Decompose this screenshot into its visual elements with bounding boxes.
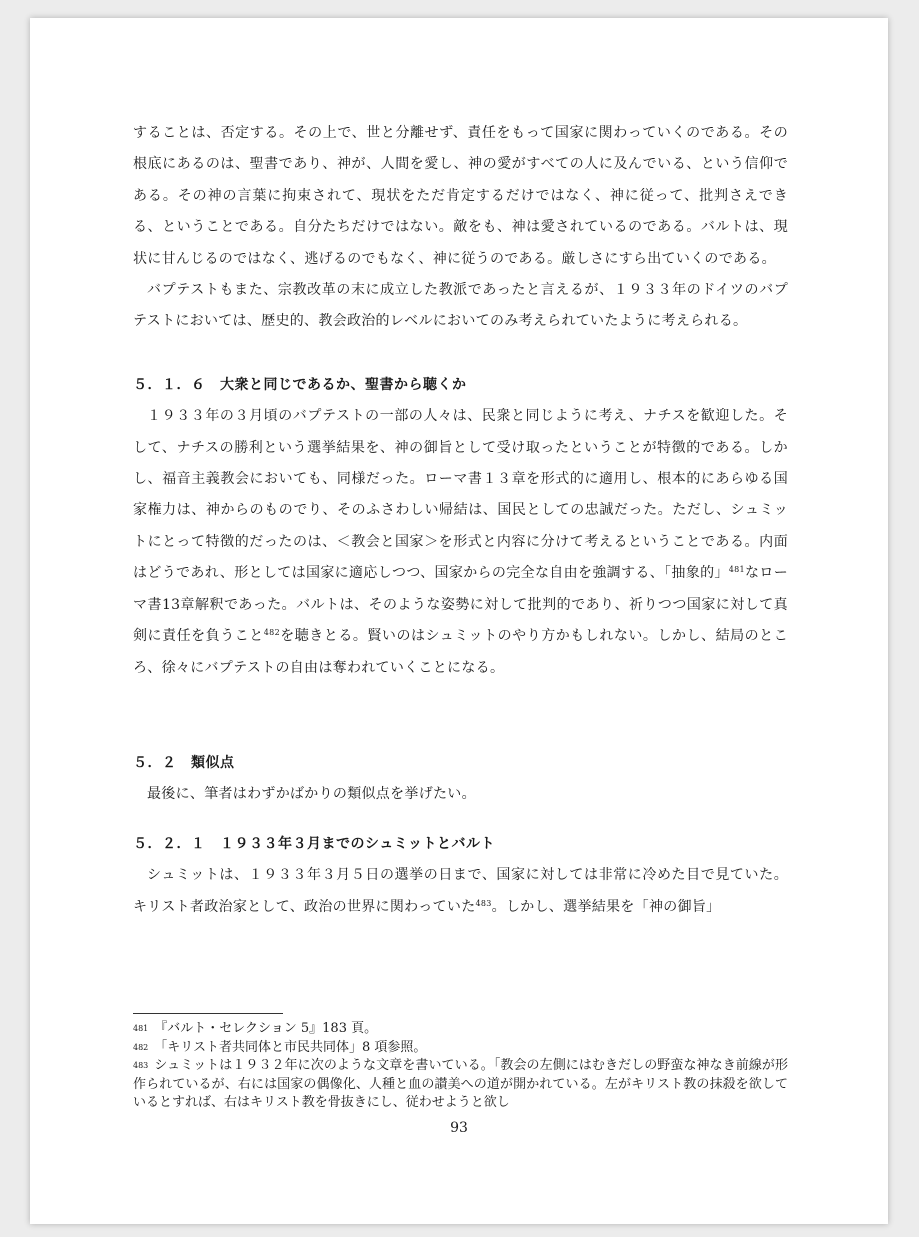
page-number: 93 bbox=[450, 1120, 468, 1136]
section-heading-5-2-1: ５．２．１ １９３３年３月までのシュミットとバルト bbox=[133, 835, 495, 852]
footnote-ref-481[interactable]: 481 bbox=[728, 565, 745, 575]
footnote-482: 482 「キリスト者共同体と市民共同体」8 項参照。 bbox=[133, 1039, 427, 1055]
footnote-481: 481 『バルト・セレクション 5』183 頁。 bbox=[133, 1021, 378, 1036]
footnote-divider bbox=[133, 1013, 283, 1014]
footnotes bbox=[133, 1013, 788, 1113]
section-heading-5-1-6: ５．１．６ 大衆と同じであるか、聖書から聴くか bbox=[133, 376, 467, 393]
paragraph-3: １９３３年の３月頃のバプテストの一部の人々は、民衆と同じように考え、ナチスを歓迎した。そして、ナチスの勝利という選挙結果を、神の御旨として受け取ったということが特徴的である。しかし、福音主義教会においても、同様だった。ローマ書１３章を形式的に適用し、根本的にあらゆる国家権力は、神からのものでり、そのふさわしい帰結は、国民としての忠誠だった。ただし、シュミットにとって特徴的だったのは、＜教会と国家＞を形式と内容に分けて考えるということである。内面はどうであれ、形としては国家に適応しつつ、国家からの完全な自由を強調する、「抽象的」$^{481}$なローマ書13章解釈であった。バルトは、そのような姿勢に対して批判的であり、祈りつつ国家に対して真剣に責任を負うこと$^{482}$を聴きとる。賢いのはシュミットのやり方かもしれない。しかし、結局のところ、徐々にバプテストの自由は奪われていくことになる。 bbox=[133, 408, 789, 676]
paragraph-5: シュミットは、１９３３年３月５日の選挙の日まで、国家に対しては非常に冷めた目で見ていた。キリスト者政治家として、政治の世界に関わっていた$^{483}$。しかし、選挙結果を「神の御旨」 bbox=[133, 867, 788, 915]
main-text bbox=[133, 118, 788, 923]
paragraph-4: 最後に、筆者はわずかばかりの類似点を挙げたい。 bbox=[147, 786, 476, 803]
footnote-483: 483 シュミットは１９３２年に次のような文章を書いている。「教会の左側にはむきだしの野蛮な神なき前線が形作られているが、右には国家の偶像化、人種と血の讃美への道が開かれている。左がキリスト教の抹殺を欲しているとすれば、右はキリスト教を骨抜きにし、従わせようと欲し bbox=[133, 1058, 788, 1110]
footnote-ref-482[interactable]: 482 bbox=[263, 628, 280, 638]
paragraph-1: することは、否定する。その上で、世と分離せず、責任をもって国家に関わっていくのである。その根底にあるのは、聖書であり、神が、人間を愛し、神の愛がすべての人に及んでいる、という信仰である。その神の言葉に拘束されて、現状をただ肯定するだけではなく、神に従って、批判さえできる、ということである。自分たちだけではない。敵をも、神は愛されているのである。バルトは、現状に甘んじるのではなく、逃げるのでもなく、神に従うのである。厳しさにすら出ていくのである。 bbox=[133, 125, 788, 267]
document-page bbox=[30, 18, 888, 1224]
section-heading-5-2: ５．２ 類似点 bbox=[133, 754, 235, 771]
paragraph-2: バプテストもまた、宗教改革の末に成立した教派であったと言えるが、１９３３年のドイツのバプテストにおいては、歴史的、教会政治的レベルにおいてのみ考えられていたように考えられる。 bbox=[133, 282, 788, 330]
footnote-ref-483[interactable]: 483 bbox=[475, 898, 492, 908]
